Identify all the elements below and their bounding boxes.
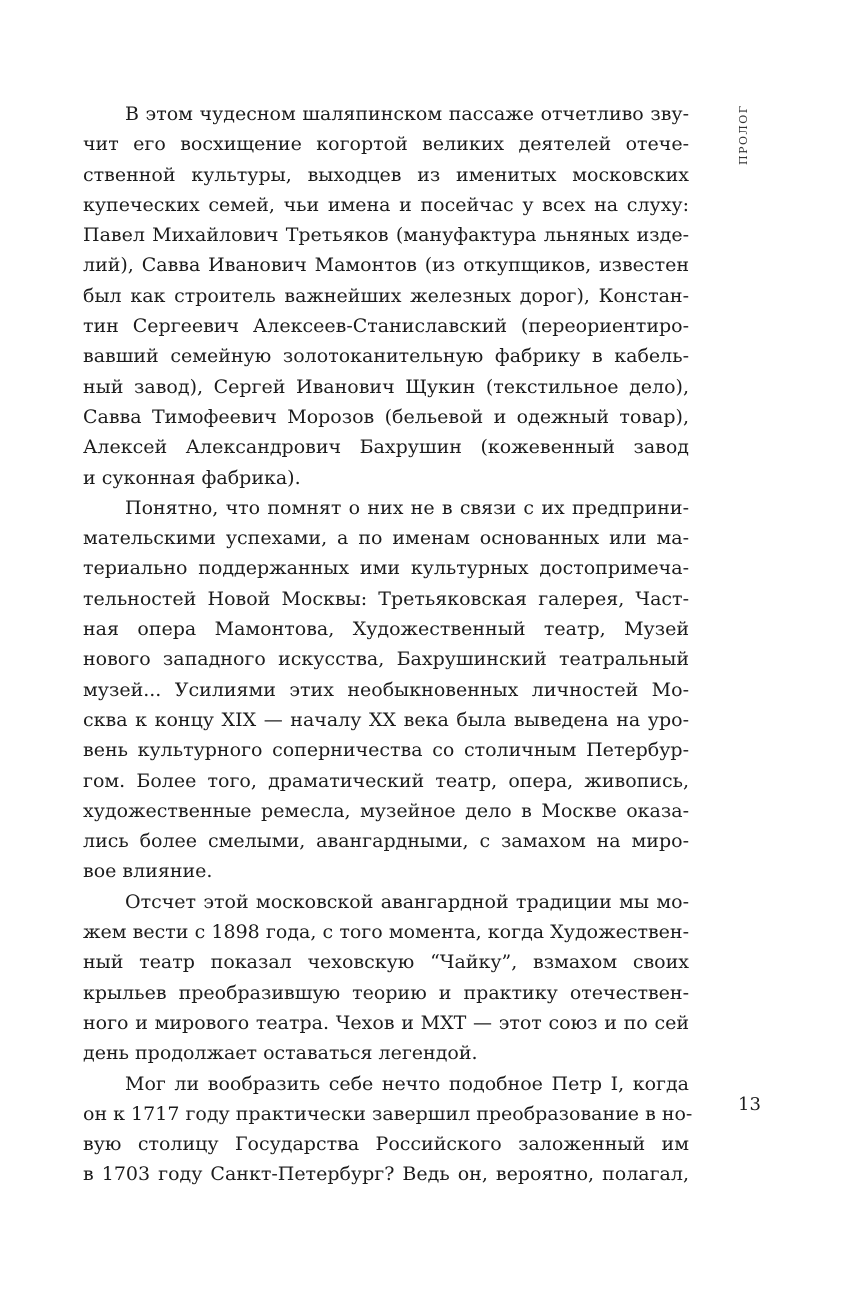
text-line: лий), Савва Иванович Мамонтов (из откупщиков, известен bbox=[83, 254, 689, 277]
text-line: день продолжает оставаться легендой. bbox=[83, 1042, 478, 1065]
text-line: Павел Михайлович Третьяков (мануфактура льняных изде- bbox=[83, 224, 689, 247]
text-line: художественные ремесла, музейное дело в Москве оказа- bbox=[83, 799, 689, 822]
text-line: крыльев преобразившую теорию и практику отечествен- bbox=[83, 981, 689, 1004]
text-line: гом. Более того, драматический театр, опера, живопись, bbox=[83, 769, 689, 792]
text-line: и суконная фабрика). bbox=[83, 466, 301, 489]
text-line: мательскими успехами, а по именам основанных или ма- bbox=[83, 527, 689, 550]
text-line: нового западного искусства, Бахрушинский театральный bbox=[83, 648, 689, 671]
text-line: лись более смелыми, авангардными, с замахом на миро- bbox=[83, 830, 689, 853]
text-line: он к 1717 году практически завершил преобразование в но- bbox=[83, 1102, 693, 1125]
text-line: вую столицу Государства Российского заложенный им bbox=[83, 1133, 689, 1156]
page-number: 13 bbox=[738, 1094, 761, 1115]
text-line: Савва Тимофеевич Морозов (бельевой и одежный товар), bbox=[83, 405, 689, 428]
text-line: чит его восхищение когортой великих деятелей отече- bbox=[83, 133, 689, 156]
text-line: ный завод), Сергей Иванович Щукин (текстильное дело), bbox=[83, 375, 689, 398]
paragraph-1 bbox=[83, 99, 689, 493]
running-head: ПРОЛОГ bbox=[737, 104, 750, 166]
text-line: ного и мирового театра. Чехов и МХТ — этот союз и по сей bbox=[83, 1011, 689, 1034]
text-line: вавший семейную золотоканительную фабрику в кабель- bbox=[83, 345, 689, 368]
text-line: вень культурного соперничества со столичным Петербур- bbox=[83, 739, 689, 762]
text-line: В этом чудесном шаляпинском пассаже отчетливо зву- bbox=[125, 103, 689, 125]
paragraph-3 bbox=[83, 887, 689, 1069]
text-line: ная опера Мамонтова, Художественный театр, Музей bbox=[83, 618, 689, 641]
text-line: был как строитель важнейших железных дорог), Констан- bbox=[83, 284, 689, 307]
text-line: музей... Усилиями этих необыкновенных личностей Мо- bbox=[83, 678, 689, 701]
text-line: Отсчет этой московской авангардной традиции мы мо- bbox=[125, 890, 689, 913]
text-line: ный театр показал чеховскую “Чайку”, взмахом своих bbox=[83, 951, 689, 974]
text-line: Мог ли вообразить себе нечто подобное Петр I, когда bbox=[125, 1072, 689, 1095]
text-line: вое влияние. bbox=[83, 860, 213, 883]
text-line: тин Сергеевич Алексеев-Станиславский (переориентиро- bbox=[83, 315, 689, 338]
text-line: жем вести с 1898 года, с того момента, когда Художествен- bbox=[83, 921, 689, 944]
text-line: в 1703 году Санкт-Петербург? Ведь он, вероятно, полагал, bbox=[83, 1163, 689, 1186]
text-line: Алексей Александрович Бахрушин (кожевенный завод bbox=[83, 436, 689, 459]
paragraph-2 bbox=[83, 493, 689, 887]
text-line: купеческих семей, чьи имена и посейчас у всех на слуху: bbox=[83, 193, 689, 216]
text-line: териально поддержанных ими культурных достопримеча- bbox=[83, 557, 689, 580]
paragraph-4 bbox=[83, 1069, 693, 1190]
body-text bbox=[83, 99, 693, 1190]
text-line: ственной культуры, выходцев из именитых московских bbox=[83, 163, 689, 186]
text-line: Понятно, что помнят о них не в связи с их предприни- bbox=[125, 496, 689, 519]
text-line: сква к концу XIX — началу XX века была выведена на уро- bbox=[83, 708, 689, 731]
text-line: тельностей Новой Москвы: Третьяковская галерея, Част- bbox=[83, 587, 689, 610]
